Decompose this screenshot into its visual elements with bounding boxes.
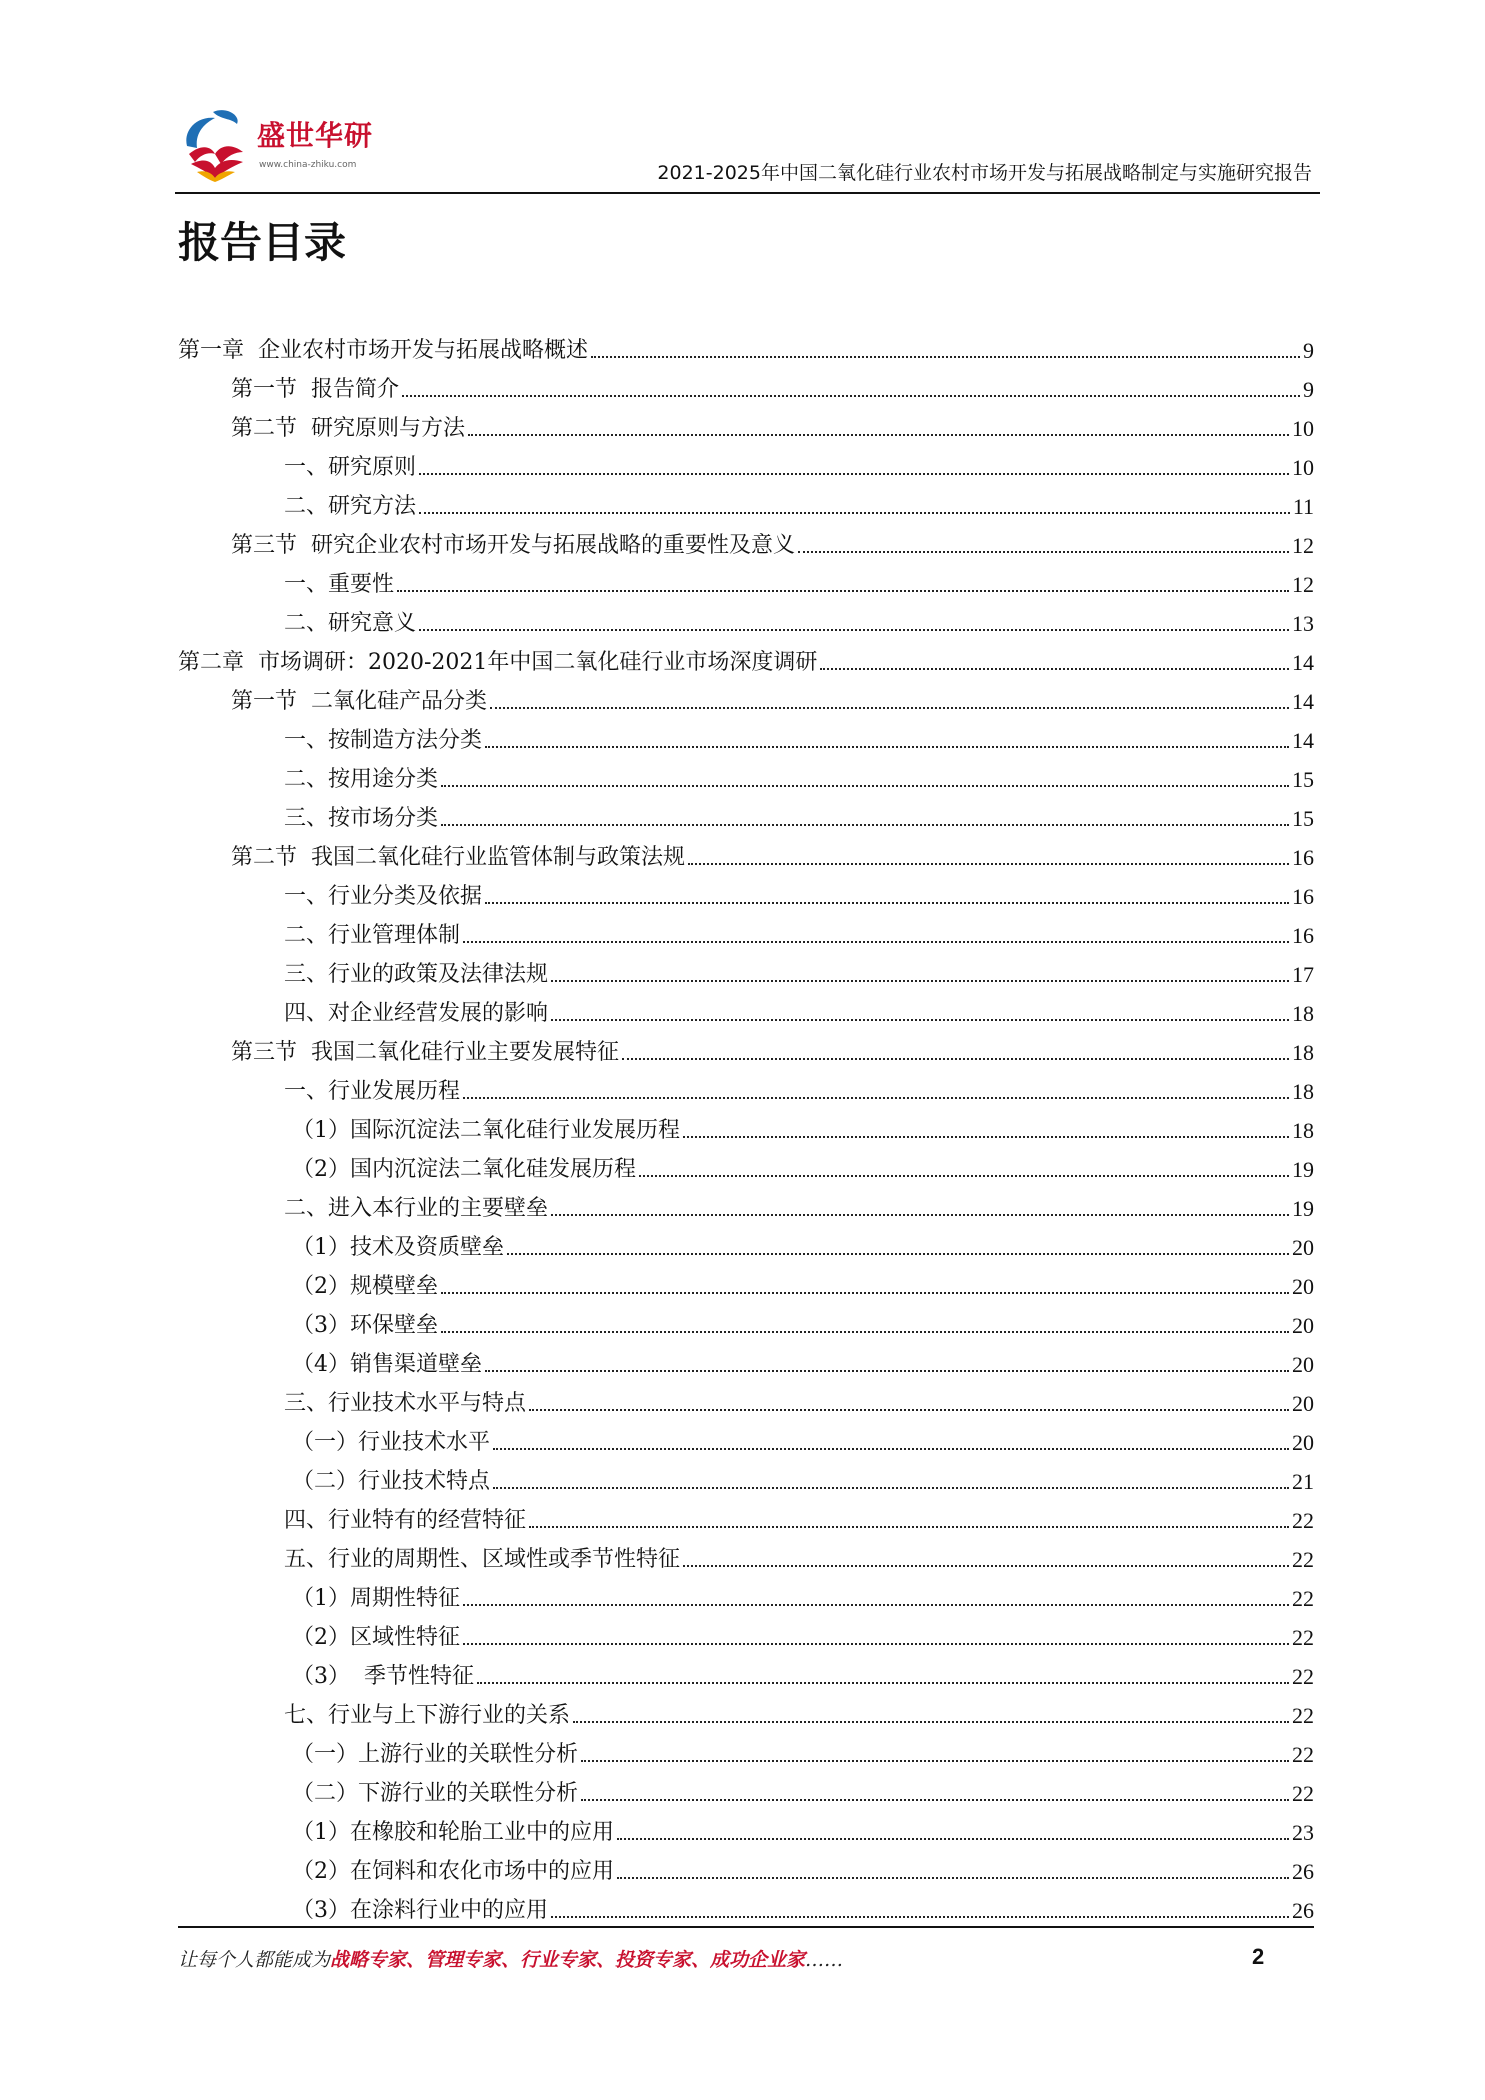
toc-leader — [622, 1058, 1289, 1060]
toc-heading: 报告目录 — [178, 218, 347, 267]
toc-entry-page: 16 — [1292, 884, 1314, 909]
toc-entry-title: 第三节 我国二氧化硅行业主要发展特征 — [231, 1040, 619, 1065]
toc-leader — [798, 551, 1289, 553]
toc-entry-page: 22 — [1292, 1508, 1314, 1533]
toc-entry[interactable] — [178, 1808, 1314, 1847]
toc-leader — [581, 1760, 1289, 1762]
toc-leader — [477, 1682, 1289, 1684]
toc-entry[interactable] — [178, 794, 1314, 833]
page-number: 2 — [1252, 1944, 1265, 1969]
toc-entry-page: 18 — [1292, 1118, 1314, 1143]
toc-leader — [507, 1253, 1289, 1255]
toc-entry-page: 20 — [1292, 1313, 1314, 1338]
toc-entry-page: 26 — [1292, 1859, 1314, 1884]
toc-entry[interactable] — [178, 1730, 1314, 1769]
toc-entry-title: 一、行业发展历程 — [284, 1079, 461, 1104]
toc-entry[interactable] — [178, 1067, 1314, 1106]
toc-entry-title: 一、按制造方法分类 — [284, 728, 483, 753]
toc-leader — [820, 668, 1289, 670]
toc-leader — [617, 1877, 1289, 1879]
toc-entry[interactable] — [178, 989, 1314, 1028]
toc-entry-page: 11 — [1292, 494, 1314, 519]
toc-entry[interactable] — [178, 950, 1314, 989]
toc-entry[interactable] — [178, 365, 1314, 404]
toc-entry[interactable] — [178, 1340, 1314, 1379]
toc-leader — [485, 746, 1289, 748]
toc-entry[interactable] — [178, 1301, 1314, 1340]
logo-name: 盛世华研 — [257, 119, 374, 152]
toc-entry-title: 第二节 研究原则与方法 — [231, 416, 465, 441]
toc-leader — [581, 1799, 1289, 1801]
toc-leader — [493, 1448, 1289, 1450]
toc-entry-page: 20 — [1292, 1391, 1314, 1416]
toc-entry-title: 一、研究原则 — [284, 455, 417, 480]
toc-leader — [463, 1097, 1289, 1099]
toc-entry[interactable] — [178, 677, 1314, 716]
toc-entry-page: 15 — [1292, 806, 1314, 831]
toc-entry-title: 第二节 我国二氧化硅行业监管体制与政策法规 — [231, 845, 685, 870]
toc-entry-title: 二、行业管理体制 — [284, 923, 461, 948]
toc-entry-title: 第一节 报告简介 — [231, 377, 399, 402]
toc-entry-page: 20 — [1292, 1235, 1314, 1260]
toc-entry-page: 17 — [1292, 962, 1314, 987]
toc-entry-page: 20 — [1292, 1274, 1314, 1299]
footer-slogan-suffix: …… — [805, 1949, 844, 1971]
toc-entry-title: （一）行业技术水平 — [292, 1430, 491, 1455]
footer-slogan — [178, 1945, 843, 1972]
toc-entry-title: 第二章 市场调研：2020-2021年中国二氧化硅行业市场深度调研 — [178, 650, 818, 675]
toc-entry-page: 19 — [1292, 1196, 1314, 1221]
toc-entry[interactable] — [178, 1574, 1314, 1613]
toc-leader — [485, 902, 1289, 904]
toc-leader — [683, 1136, 1289, 1138]
toc-entry-page: 18 — [1292, 1079, 1314, 1104]
toc-entry[interactable] — [178, 716, 1314, 755]
toc-entry[interactable] — [178, 833, 1314, 872]
toc-leader — [688, 863, 1289, 865]
toc-leader — [551, 1916, 1289, 1918]
toc-entry-page: 10 — [1292, 416, 1314, 441]
toc-leader — [397, 590, 1289, 592]
footer-slogan-highlight: 战略专家、管理专家、行业专家、投资专家、成功企业家 — [330, 1949, 806, 1971]
toc-entry-page: 12 — [1292, 572, 1314, 597]
toc-entry-title: 二、按用途分类 — [284, 767, 439, 792]
toc-entry-page: 19 — [1292, 1157, 1314, 1182]
toc-entry[interactable] — [178, 1028, 1314, 1067]
toc-leader — [441, 785, 1289, 787]
toc-entry[interactable] — [178, 560, 1314, 599]
toc-entry[interactable] — [178, 1379, 1314, 1418]
toc-entry-page: 22 — [1292, 1547, 1314, 1572]
toc-entry[interactable] — [178, 1262, 1314, 1301]
toc-entry[interactable] — [178, 1106, 1314, 1145]
toc-entry-page: 14 — [1292, 689, 1314, 714]
toc-entry[interactable] — [178, 1223, 1314, 1262]
toc-entry-page: 22 — [1292, 1742, 1314, 1767]
table-of-contents — [178, 326, 1314, 1925]
toc-entry-page: 22 — [1292, 1625, 1314, 1650]
toc-leader — [639, 1175, 1289, 1177]
toc-entry-title: 一、行业分类及依据 — [284, 884, 483, 909]
page-header — [175, 100, 1320, 196]
toc-leader — [468, 434, 1289, 436]
toc-entry[interactable] — [178, 1613, 1314, 1652]
toc-leader — [463, 1604, 1289, 1606]
toc-entry-title: （2）国内沉淀法二氧化硅发展历程 — [292, 1157, 636, 1182]
toc-entry-title: 三、按市场分类 — [284, 806, 439, 831]
toc-entry[interactable] — [178, 443, 1314, 482]
footer-slogan-prefix: 让每个人都能成为 — [178, 1949, 331, 1971]
toc-entry-title: （4）销售渠道壁垒 — [292, 1352, 482, 1377]
toc-entry[interactable] — [178, 326, 1314, 365]
toc-entry-title: 第一章 企业农村市场开发与拓展战略概述 — [178, 338, 588, 363]
toc-entry-title: （1）在橡胶和轮胎工业中的应用 — [292, 1820, 614, 1845]
toc-entry-title: 一、重要性 — [284, 572, 395, 597]
toc-entry[interactable] — [178, 1496, 1314, 1535]
toc-entry[interactable] — [178, 1457, 1314, 1496]
toc-leader — [591, 356, 1300, 358]
toc-entry-title: 三、行业技术水平与特点 — [284, 1391, 527, 1416]
toc-entry-page: 10 — [1292, 455, 1314, 480]
toc-leader — [402, 395, 1300, 397]
toc-leader — [617, 1838, 1289, 1840]
toc-entry[interactable] — [178, 755, 1314, 794]
toc-entry-title: （3） 季节性特征 — [292, 1664, 474, 1689]
toc-entry-page: 15 — [1292, 767, 1314, 792]
toc-entry-title: （1）技术及资质壁垒 — [292, 1235, 504, 1260]
toc-entry[interactable] — [178, 1184, 1314, 1223]
toc-leader — [529, 1526, 1289, 1528]
toc-entry[interactable] — [178, 1418, 1314, 1457]
report-title: 2021-2025年中国二氧化硅行业农村市场开发与拓展战略制定与实施研究报告 — [657, 162, 1312, 184]
header-divider — [175, 192, 1320, 194]
toc-entry[interactable] — [178, 1847, 1314, 1886]
logo-mark-icon — [175, 102, 255, 182]
toc-entry-page: 16 — [1292, 923, 1314, 948]
toc-entry-page: 22 — [1292, 1664, 1314, 1689]
toc-entry-page: 14 — [1292, 650, 1314, 675]
toc-entry[interactable] — [178, 482, 1314, 521]
toc-leader — [463, 941, 1289, 943]
toc-entry-title: （二）下游行业的关联性分析 — [292, 1781, 579, 1806]
toc-entry[interactable] — [178, 1535, 1314, 1574]
toc-leader — [683, 1565, 1289, 1567]
toc-leader — [441, 824, 1289, 826]
toc-entry-title: （二）行业技术特点 — [292, 1469, 491, 1494]
toc-entry[interactable] — [178, 599, 1314, 638]
toc-entry-title: （1）国际沉淀法二氧化硅行业发展历程 — [292, 1118, 680, 1143]
toc-entry-page: 18 — [1292, 1040, 1314, 1065]
toc-entry-page: 18 — [1292, 1001, 1314, 1026]
toc-entry-page: 9 — [1303, 377, 1314, 402]
toc-leader — [485, 1370, 1289, 1372]
toc-entry-title: 第三节 研究企业农村市场开发与拓展战略的重要性及意义 — [231, 533, 795, 558]
toc-leader — [441, 1331, 1289, 1333]
toc-entry-page: 26 — [1292, 1898, 1314, 1923]
toc-entry-title: 三、行业的政策及法律法规 — [284, 962, 549, 987]
toc-entry-page: 22 — [1292, 1586, 1314, 1611]
toc-entry-title: （2）区域性特征 — [292, 1625, 460, 1650]
toc-entry-title: （2）在饲料和农化市场中的应用 — [292, 1859, 614, 1884]
toc-entry-page: 9 — [1303, 338, 1314, 363]
toc-entry-title: （一）上游行业的关联性分析 — [292, 1742, 579, 1767]
toc-entry-title: 二、研究方法 — [284, 494, 417, 519]
toc-entry-page: 21 — [1292, 1469, 1314, 1494]
toc-entry-page: 23 — [1292, 1820, 1314, 1845]
toc-entry-page: 22 — [1292, 1781, 1314, 1806]
toc-entry[interactable] — [178, 404, 1314, 443]
toc-entry-page: 14 — [1292, 728, 1314, 753]
toc-entry-page: 13 — [1292, 611, 1314, 636]
toc-leader — [419, 512, 1290, 514]
toc-entry-page: 16 — [1292, 845, 1314, 870]
toc-leader — [573, 1721, 1289, 1723]
toc-entry-title: 七、行业与上下游行业的关系 — [284, 1703, 571, 1728]
toc-leader — [551, 980, 1289, 982]
toc-entry[interactable] — [178, 1769, 1314, 1808]
toc-entry-page: 20 — [1292, 1352, 1314, 1377]
company-logo — [175, 100, 435, 184]
toc-entry-title: 四、行业特有的经营特征 — [284, 1508, 527, 1533]
toc-entry-title: （3）在涂料行业中的应用 — [292, 1898, 548, 1923]
toc-entry[interactable] — [178, 1652, 1314, 1691]
footer-divider — [178, 1926, 1314, 1928]
toc-leader — [493, 1487, 1289, 1489]
toc-entry-title: （2）规模壁垒 — [292, 1274, 438, 1299]
toc-leader — [490, 707, 1289, 709]
toc-entry-title: （1）周期性特征 — [292, 1586, 460, 1611]
toc-entry-page: 12 — [1292, 533, 1314, 558]
toc-leader — [419, 629, 1289, 631]
toc-entry-title: 四、对企业经营发展的影响 — [284, 1001, 549, 1026]
toc-entry[interactable] — [178, 872, 1314, 911]
toc-leader — [551, 1019, 1289, 1021]
toc-entry[interactable] — [178, 1691, 1314, 1730]
toc-entry[interactable] — [178, 1886, 1314, 1925]
toc-leader — [551, 1214, 1289, 1216]
toc-entry[interactable] — [178, 521, 1314, 560]
toc-entry-title: 五、行业的周期性、区域性或季节性特征 — [284, 1547, 681, 1572]
logo-url: www.china-zhiku.com — [259, 160, 357, 170]
toc-entry-title: 第一节 二氧化硅产品分类 — [231, 689, 487, 714]
toc-entry[interactable] — [178, 638, 1314, 677]
toc-entry-page: 20 — [1292, 1430, 1314, 1455]
toc-entry-title: 二、研究意义 — [284, 611, 417, 636]
toc-entry-page: 22 — [1292, 1703, 1314, 1728]
toc-entry[interactable] — [178, 911, 1314, 950]
toc-entry-title: （3）环保壁垒 — [292, 1313, 438, 1338]
toc-leader — [441, 1292, 1289, 1294]
toc-entry[interactable] — [178, 1145, 1314, 1184]
toc-leader — [529, 1409, 1289, 1411]
toc-entry-title: 二、进入本行业的主要壁垒 — [284, 1196, 549, 1221]
toc-leader — [463, 1643, 1289, 1645]
toc-leader — [419, 473, 1289, 475]
